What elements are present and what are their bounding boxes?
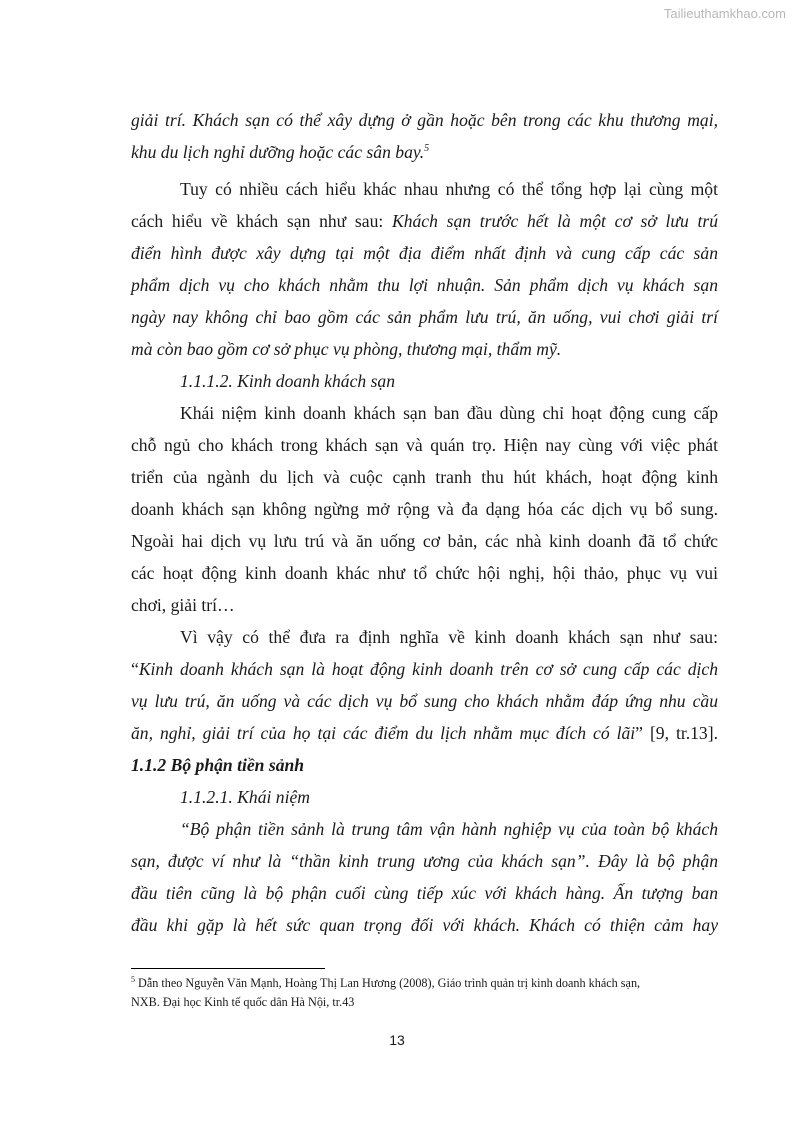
text-line: điển hình được xây dựng tại một địa điểm nhất định và cung cấp các sản (131, 243, 718, 263)
text-line: Khái niệm kinh doanh khách sạn ban đầu dùng chỉ hoạt động cung cấp (180, 403, 718, 423)
text-line: đầu tiên cũng là bộ phận cuối cùng tiếp xúc với khách hàng. Ấn tượng ban (131, 883, 718, 903)
text-line: “Bộ phận tiền sảnh là trung tâm vận hành nghiệp vụ của toàn bộ khách (180, 819, 718, 839)
text-span: Kinh doanh khách sạn là hoạt động kinh doanh trên cơ sở cung cấp các dịch (138, 659, 718, 679)
text-line: ngày nay không chỉ bao gồm các sản phẩm lưu trú, ăn uống, vui chơi giải trí (131, 307, 718, 327)
text-span: Khách sạn trước hết là một cơ sở lưu trú (391, 211, 719, 231)
footnote-separator (131, 968, 325, 969)
text-line: Tuy có nhiều cách hiểu khác nhau nhưng có thể tổng hợp lại cùng một (180, 179, 718, 199)
subsection-heading: 1.1.2.1. Khái niệm (180, 787, 310, 807)
text-line: triển của ngành du lịch và cuộc cạnh tranh thu hút khách, hoạt động kinh (131, 467, 718, 487)
footnote-marker: 5 (131, 974, 135, 984)
text-span: ăn, nghỉ, giải trí của họ tại các điểm du lịch nhằm mục đích có lãi (131, 723, 636, 743)
page-number: 13 (389, 1032, 405, 1048)
text-line: Vì vậy có thể đưa ra định nghĩa về kinh doanh khách sạn như sau: (180, 627, 718, 647)
text-line: chơi, giải trí… (131, 595, 235, 615)
text-span: khu du lịch nghỉ dưỡng hoặc các sân bay. (131, 142, 425, 162)
subsection-heading: 1.1.1.2. Kinh doanh khách sạn (180, 371, 396, 391)
text-line: chỗ ngủ cho khách trong khách sạn và quán trọ. Hiện nay cùng với việc phát (131, 435, 718, 455)
footnote-ref: 5 (424, 143, 430, 155)
text-line: vụ lưu trú, ăn uống và các dịch vụ bổ sung cho khách nhằm đáp ứng nhu cầu (131, 691, 718, 711)
text-line (131, 659, 718, 680)
text-line (131, 211, 718, 232)
footnote-line: NXB. Đại học Kinh tế quốc dân Hà Nội, tr.43 (131, 995, 355, 1009)
text-line: đầu khi gặp là hết sức quan trọng đối với khách. Khách có thiện cảm hay (131, 915, 718, 935)
text-line: sạn, được ví như là “thần kinh trung ương của khách sạn”. Đây là bộ phận (131, 851, 718, 871)
footnote-text: Dẫn theo Nguyễn Văn Mạnh, Hoàng Thị Lan Hương (2008), Giáo trình quản trị kinh doanh khách sạn, (135, 976, 641, 990)
watermark: Tailieuthamkhao.com (663, 6, 786, 21)
footnote (131, 976, 721, 991)
text-line (131, 142, 718, 163)
text-line: mà còn bao gồm cơ sở phục vụ phòng, thương mại, thẩm mỹ. (131, 339, 562, 359)
text-line: giải trí. Khách sạn có thể xây dựng ở gần hoặc bên trong các khu thương mại, (131, 110, 718, 130)
text-span: cách hiểu về khách sạn như sau: (131, 211, 392, 231)
text-line (131, 723, 718, 744)
text-span: “ (131, 659, 139, 679)
text-line: các hoạt động kinh doanh khác như tổ chức hội nghị, hội thảo, phục vụ vui (131, 563, 718, 583)
section-heading: 1.1.2 Bộ phận tiền sảnh (131, 755, 305, 775)
citation: ” [9, tr.13]. (635, 723, 718, 743)
text-line: doanh khách sạn không ngừng mở rộng và đa dạng hóa các dịch vụ bổ sung. (131, 499, 718, 519)
text-line: Ngoài hai dịch vụ lưu trú và ăn uống cơ bản, các nhà kinh doanh đã tổ chức (131, 531, 718, 551)
text-line: phẩm dịch vụ cho khách nhằm thu lợi nhuận. Sản phẩm dịch vụ khách sạn (131, 275, 718, 295)
